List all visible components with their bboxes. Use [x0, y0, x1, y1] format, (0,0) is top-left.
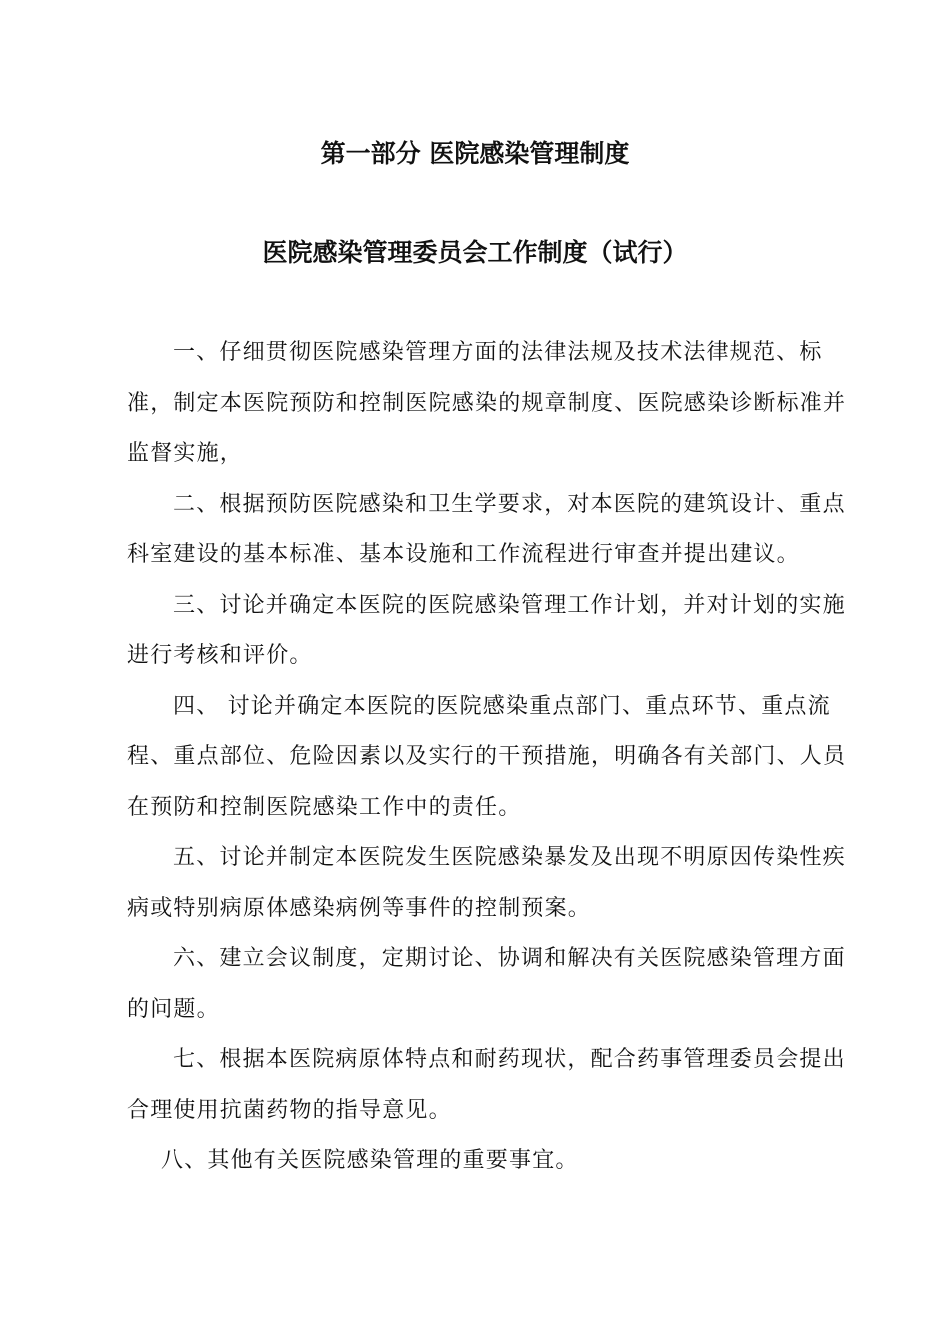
- paragraph-2: 二、根据预防医院感染和卫生学要求，对本医院的建筑设计、重点科室建设的基本标准、基本设施和工作流程进行审查并提出建议。: [127, 491, 846, 567]
- paragraph-7: 七、根据本医院病原体特点和耐药现状，配合药事管理委员会提出合理使用抗菌药物的指导意见。: [127, 1047, 846, 1123]
- paragraph-8: 八、其他有关医院感染管理的重要事宜。: [161, 1148, 579, 1173]
- part-title: 第一部分 医院感染管理制度: [320, 139, 630, 168]
- document-body: [127, 328, 867, 1187]
- paragraph-5: 五、讨论并制定本医院发生医院感染暴发及出现不明原因传染性疾病或特别病原体感染病例等事件的控制预案。: [127, 845, 846, 921]
- paragraph-4: 四、 讨论并确定本医院的医院感染重点部门、重点环节、重点流程、重点部位、危险因素以及实行的干预措施，明确各有关部门、人员在预防和控制医院感染工作中的责任。: [127, 693, 847, 820]
- paragraph-3: 三、讨论并确定本医院的医院感染管理工作计划，并对计划的实施进行考核和评价。: [127, 592, 846, 668]
- section-title: 医院感染管理委员会工作制度（试行）: [262, 238, 688, 267]
- paragraph-1: 一、仔细贯彻医院感染管理方面的法律法规及技术法律规范、标准，制定本医院预防和控制医院感染的规章制度、医院感染诊断标准并监督实施，: [127, 340, 847, 466]
- paragraph-6: 六、建立会议制度，定期讨论、协调和解决有关医院感染管理方面的问题。: [127, 946, 846, 1022]
